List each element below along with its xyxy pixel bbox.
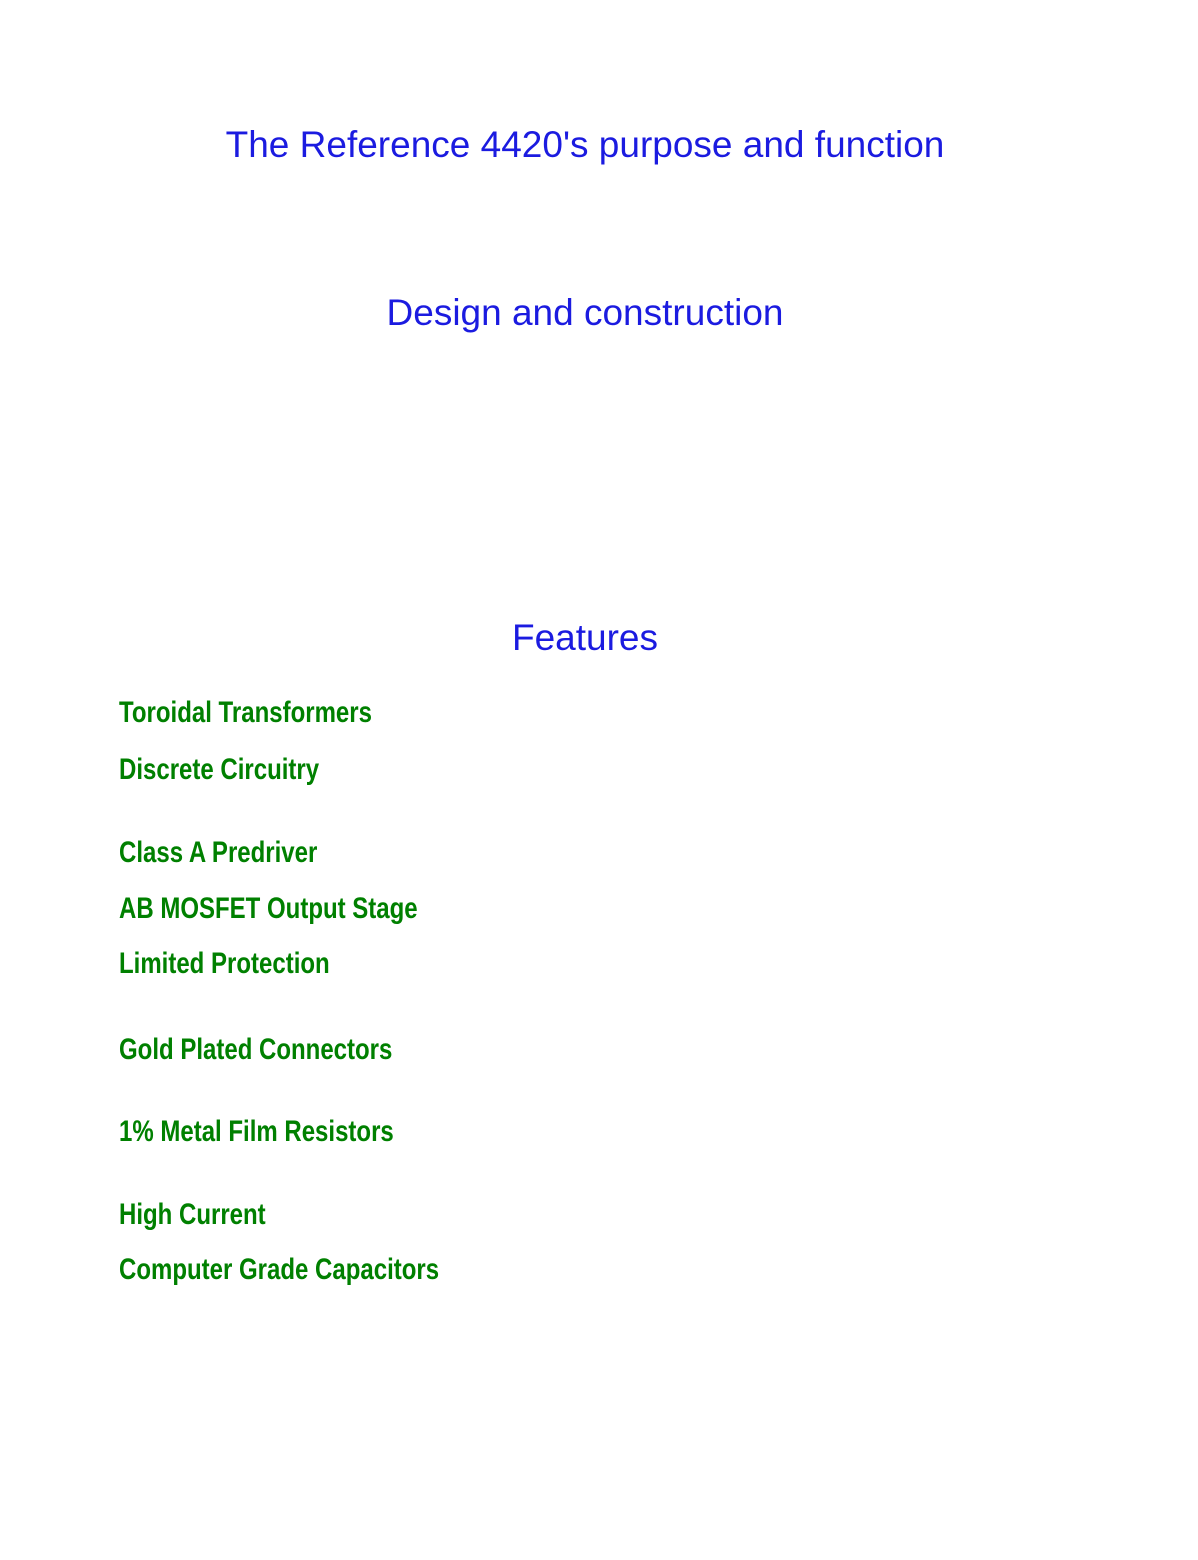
feature-item-computer-grade-capacitors: Computer Grade Capacitors bbox=[119, 1253, 440, 1286]
feature-item-class-a-predriver: Class A Predriver bbox=[119, 836, 318, 869]
feature-item-limited-protection: Limited Protection bbox=[119, 947, 330, 980]
heading-purpose-and-function: The Reference 4420's purpose and function bbox=[225, 124, 945, 165]
feature-item-discrete-circuitry: Discrete Circuitry bbox=[119, 753, 320, 786]
feature-item-high-current: High Current bbox=[119, 1198, 266, 1231]
feature-item-ab-mosfet-output-stage: AB MOSFET Output Stage bbox=[119, 892, 418, 925]
heading-design-and-construction: Design and construction bbox=[386, 292, 784, 333]
feature-item-toroidal-transformers: Toroidal Transformers bbox=[119, 696, 372, 729]
feature-item-metal-film-resistors: 1% Metal Film Resistors bbox=[119, 1115, 394, 1148]
feature-item-gold-plated-connectors: Gold Plated Connectors bbox=[119, 1033, 393, 1066]
heading-features: Features bbox=[511, 617, 658, 658]
